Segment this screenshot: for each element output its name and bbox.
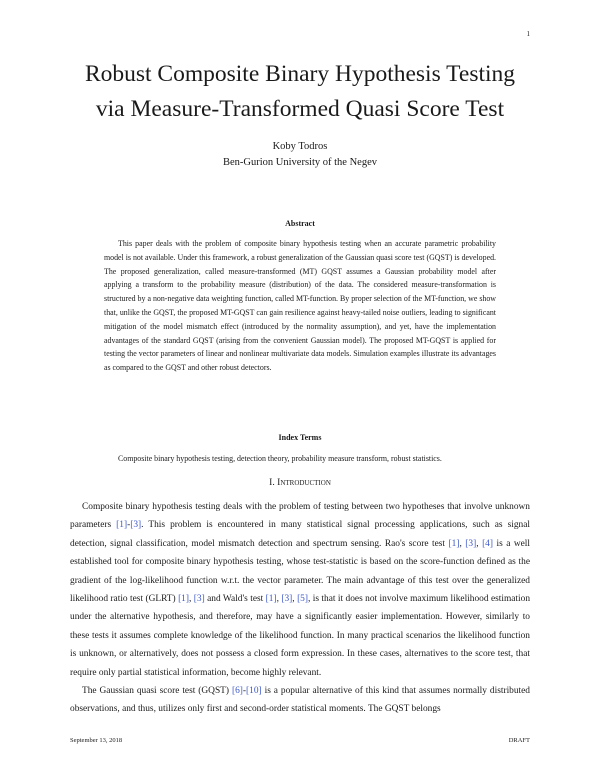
citation-link[interactable]: [10] (246, 686, 262, 697)
citation-link[interactable]: [3] (465, 538, 477, 549)
introduction-body (70, 498, 530, 719)
footer-date: September 13, 2018 (70, 737, 123, 744)
citation-link[interactable]: [5] (297, 594, 308, 605)
citation-link[interactable]: [6] (231, 686, 243, 697)
section-heading (0, 478, 600, 488)
citation-link[interactable]: [3] (130, 520, 142, 531)
title-line-2: via Measure-Transformed Quasi Score Test (95, 96, 505, 122)
paper-title (40, 57, 560, 127)
citation-link[interactable]: [1] (265, 594, 277, 605)
citation-link[interactable]: [1] (448, 538, 460, 549)
citation-link[interactable]: [3] (281, 594, 293, 605)
citation-link[interactable]: [3] (193, 594, 205, 605)
section-number: I. (269, 477, 275, 488)
author-block (0, 139, 600, 171)
intro-paragraph-1: Composite binary hypothesis testing deals with the problem of testing between two hypotheses that involve unknown parameters [1]-[3]. This problem is encountered in many statistical signal processing applications, such as signal detection, signal classification, model mismatch detection and spectrum sensing. Rao's score test [1], [3], [4] is a well established tool for composite binary hypothesis testing, whose test-statistic is based on the score-function defined as the gradient of the log-likelihood function w.r.t. the vector parameter. The main advantage of this test over the generalized likelihood ratio test (GLRT) [1], [3] and Wald's test [1], [3], [5], is that it does not involve maximum likelihood estimation under the alternative hypothesis, and therefore, may have a significantly easier implementation. However, similarly to these tests it assumes complete knowledge of the likelihood function. In many practical scenarios the likelihood function is unknown, or alternatively, does not possess a closed form expression. In these cases, alternatives to the score test, that require only partial statistical information, become highly relevant. (70, 502, 531, 678)
page-number: 1 (526, 30, 530, 38)
index-terms-heading: Index Terms (278, 433, 322, 442)
section-title: Introduction (277, 477, 331, 488)
author-name: Koby Todros (272, 141, 328, 152)
title-line-1: Robust Composite Binary Hypothesis Testing (84, 61, 516, 87)
abstract-heading: Abstract (285, 219, 315, 228)
intro-paragraph-2: The Gaussian quasi score test (GQST) [6]-[10] is a popular alternative of this kind that assumes normally distributed observations, and thus, utilizes only first and second-order statistical moments. The GQST belongs (70, 686, 530, 715)
footer-status: DRAFT (508, 737, 530, 744)
citation-link[interactable]: [1] (178, 594, 189, 605)
index-terms-text: Composite binary hypothesis testing, detection theory, probability measure transform, robust statistics. (118, 454, 442, 463)
citation-link[interactable]: [4] (482, 538, 493, 549)
author-affiliation: Ben-Gurion University of the Negev (223, 157, 377, 168)
abstract-text: This paper deals with the problem of composite binary hypothesis testing when an accurate parametric probability model is not available. Under this framework, a robust generalization of the Gaussian quasi score test (GQST) is developed. The proposed generalization, called measure-transformed (MT) GQST assumes a Gaussian probability model after applying a transform to the probability measure (distribution) of the data. The considered measure-transformation is structured by a non-negative data weighting function, called MT-function. By proper selection of the MT-function, we show that, unlike the GQST, the proposed MT-GQST can gain resilience against heavy-tailed noise outliers, leading to significant mitigation of the model mismatch effect (introduced by the normality assumption), and yet, have the implementation advantages of the standard GQST (arising from the convenient Gaussian model). The proposed MT-GQST is applied for testing the vector parameters of linear and nonlinear multivariate data models. Simulation examples illustrate its advantages as compared to the GQST and other robust detectors. (104, 239, 496, 373)
citation-link[interactable]: [1] (116, 520, 128, 531)
